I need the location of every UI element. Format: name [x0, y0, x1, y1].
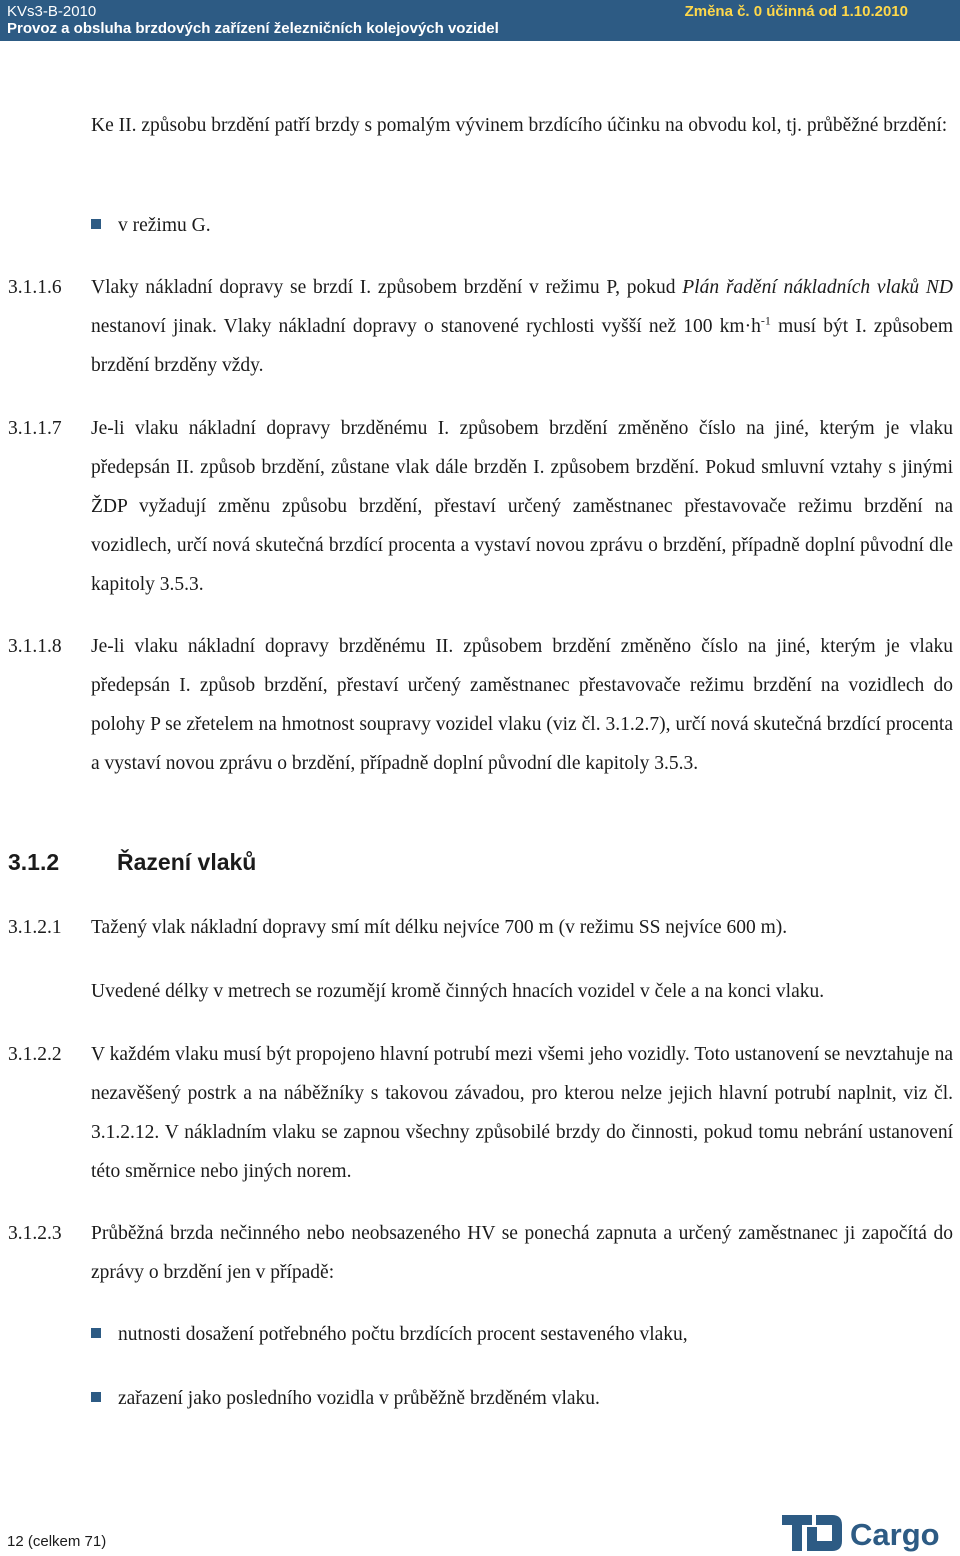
- plan-reference-cont: nákladních vlaků ND: [783, 277, 953, 298]
- bullet-square-icon: [91, 1392, 101, 1402]
- paragraph-3121-note: Uvedené délky v metrech se rozumějí kromě činných hnacích vozidel v čele a na konci vlaku.: [91, 981, 825, 1002]
- intro-bullet: [91, 206, 211, 245]
- paragraph-3116: [91, 268, 953, 385]
- page-number: 12 (celkem 71): [7, 1533, 107, 1550]
- paragraph-number: 3.1.2.3: [8, 1223, 62, 1244]
- paragraph-3122: V každém vlaku musí být propojeno hlavní potrubí mezi všemi jeho vozidly. Toto ustanovení se nevztahuje na nezavěšený postrk a na náběžníky s takovou závadou, pro kterou nelze jejich hlavní potrubí naplnit, viz čl. 3.1.2.12. V nákladním vlaku se zapnou všechny způsobilé brzdy do činnosti, pokud tomu nebrání ustanovení této směrnice nebo jiných norem.: [91, 1044, 953, 1182]
- section-number: 3.1.2: [8, 849, 60, 875]
- bullet-square-icon: [91, 219, 101, 229]
- paragraph-3123: Průběžná brzda nečinného nebo neobsazeného HV se ponechá zapnuta a určený zaměstnanec ji započítá do zprávy o brzdění jen v případě:: [91, 1223, 953, 1283]
- bullet-text: v režimu G.: [118, 215, 211, 236]
- list-item: [91, 1379, 600, 1418]
- cd-cargo-logo: [780, 1511, 956, 1553]
- document-title: Provoz a obsluha brzdových zařízení železničních kolejových vozidel: [7, 20, 499, 37]
- paragraph-3117: Je-li vlaku nákladní dopravy brzděnému I. způsobem brzdění změněno číslo na jiné, kterým je vlaku předepsán II. způsob brzdění, zůstane vlak dále brzděn I. způsobem brzdění. Pokud smluvní vztahy s jinými ŽDP vyžadují změnu způsobu brzdění, přestaví určený zaměstnanec přestavovače režimu brzdění na vozidlech, určí nová skutečná brzdící procenta a vystaví novou zprávu o brzdění, případně doplní původní dle kapitoly 3.5.3.: [91, 418, 953, 595]
- plan-reference: Plán řadění: [682, 277, 777, 298]
- svg-text:Cargo: Cargo: [850, 1517, 940, 1552]
- page-header: [0, 0, 960, 41]
- bullet-square-icon: [91, 1328, 101, 1338]
- intro-paragraph: Ke II. způsobu brzdění patří brzdy s pomalým vývinem brzdícího účinku na obvodu kol, tj. průběžné brzdění:: [91, 115, 948, 136]
- paragraph-text: 100 km·h: [683, 316, 761, 337]
- paragraph-text: Vlaky nákladní dopravy se brzdí I. způsobem brzdění v režimu P, pokud: [91, 277, 683, 298]
- paragraph-text: musí být I. způsobem brzdění brzděny vždy.: [91, 316, 953, 376]
- paragraph-3118: Je-li vlaku nákladní dopravy brzděnému II. způsobem brzdění změněno číslo na jiné, kterým je vlaku předepsán I. způsob brzdění, přestaví určený zaměstnanec přestavovače režimu brzdění na vozidlech do polohy P se zřetelem na hmotnost soupravy vozidel vlaku (viz čl. 3.1.2.7), určí nová skutečná brzdící procenta a vystaví novou zprávu o brzdění, případně doplní původní dle kapitoly 3.5.3.: [91, 636, 953, 774]
- bullet-text: nutnosti dosažení potřebného počtu brzdících procent sestaveného vlaku,: [118, 1324, 688, 1345]
- unit-exponent: -1: [760, 313, 771, 328]
- paragraph-text: nestanoví jinak. Vlaky nákladní dopravy o stanovené rychlosti vyšší než: [91, 316, 676, 337]
- paragraph-number: 3.1.1.8: [8, 636, 62, 657]
- list-item: [91, 1315, 688, 1354]
- change-notice: Změna č. 0 účinná od 1.10.2010: [684, 3, 908, 20]
- document-code: KVs3-B-2010: [7, 3, 97, 20]
- paragraph-number: 3.1.1.7: [8, 418, 62, 439]
- paragraph-number: 3.1.2.1: [8, 917, 62, 938]
- section-title: Řazení vlaků: [117, 849, 257, 875]
- paragraph-3121: Tažený vlak nákladní dopravy smí mít délku nejvíce 700 m (v režimu SS nejvíce 600 m).: [91, 917, 788, 938]
- paragraph-number: 3.1.2.2: [8, 1044, 62, 1065]
- paragraph-number: 3.1.1.6: [8, 277, 62, 298]
- bullet-text: zařazení jako posledního vozidla v průběžně brzděném vlaku.: [118, 1388, 600, 1409]
- section-heading: [8, 843, 257, 882]
